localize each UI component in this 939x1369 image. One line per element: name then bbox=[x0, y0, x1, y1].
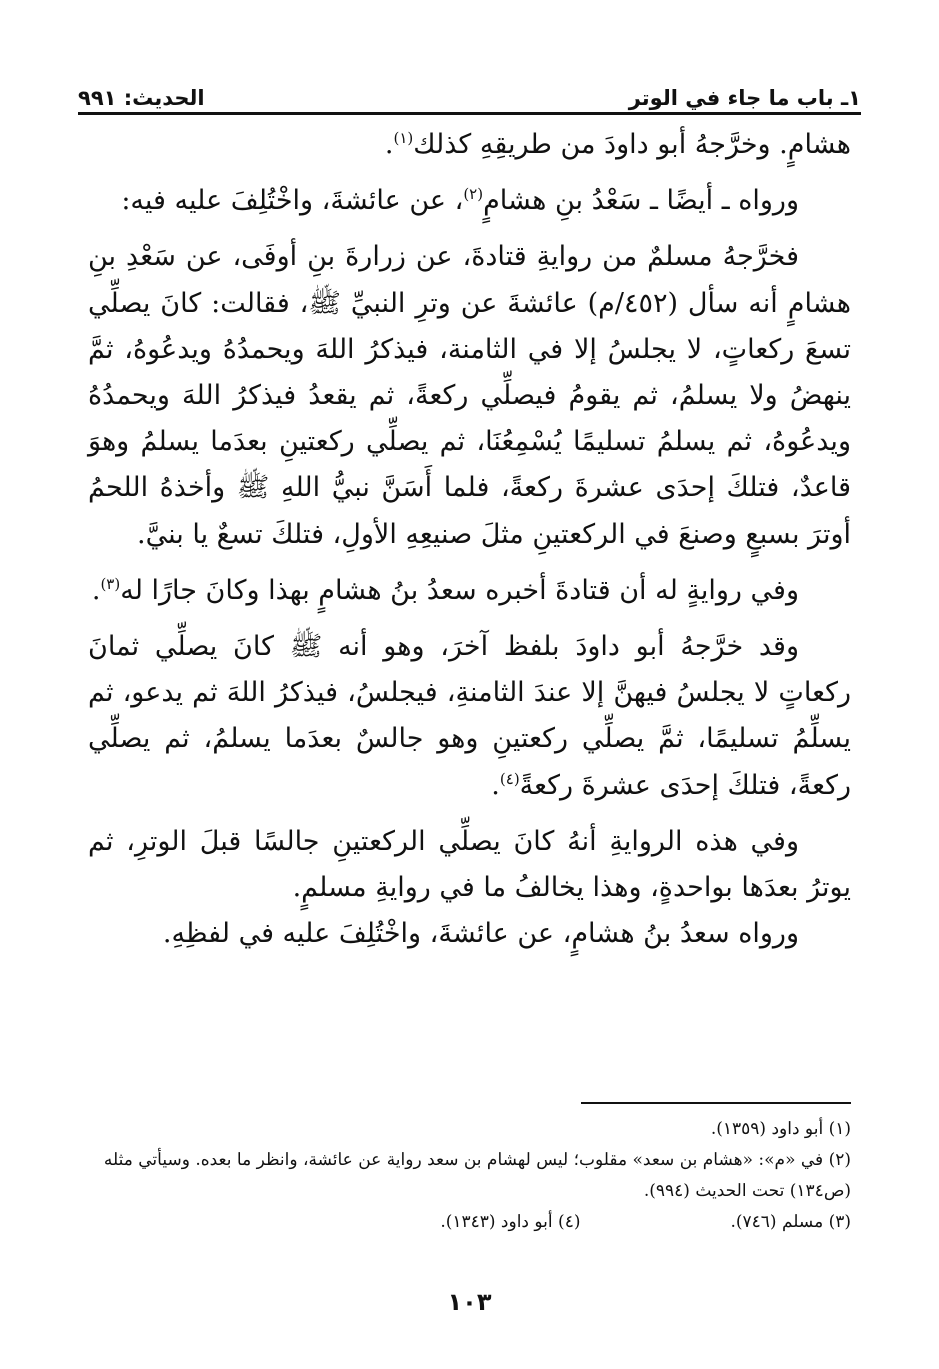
paragraph: ورواه ـ أيضًا ـ سَعْدُ بنِ هشامٍ$^{(٢)}$، عن عائشةَ، واخْتُلِفَ عليه فيه: bbox=[121, 185, 799, 217]
paragraph: وقد خرَّجهُ أبو داودَ بلفظ آخرَ، وهو أنه ﷺ كانَ يصلِّي ثمانَ ركعاتٍ لا يجلسُ فيهنَّ إلا عندَ الثامنةِ، فيجلسُ، فيذكرُ اللهَ ثم يدعو، ثم يسلِّمُ تسليمًا، ثمَّ يصلِّي ركعتينِ وهو جالسٌ بعدَما يسلمُ، ثم يصلِّي ركعةً، فتلكَ إحدَى عشرةَ ركعةً$^{(٤)}$. bbox=[88, 631, 851, 801]
paragraph: وفي روايةٍ له أن قتادةَ أخبره سعدُ بنُ هشامٍ بهذا وكانَ جارًا له$^{(٣)}$. bbox=[91, 574, 799, 606]
paragraph: ورواه سعدُ بنُ هشامٍ، عن عائشةَ، واخْتُلِفَ عليه في لفظِهِ. bbox=[162, 918, 799, 950]
footnote-1: (١) أبو داود (١٣٥٩). bbox=[710, 1119, 851, 1139]
page-number: ١٠٣ bbox=[447, 1288, 492, 1316]
paragraph: فخرَّجهُ مسلمٌ من روايةِ قتادةَ، عن زرارةَ بنِ أوفَى، عن سَعْدِ بنِ هشامٍ أنه سأل (٤٥٢/م) عائشةَ عن وترِ النبيِّ ﷺ، فقالت: كانَ يصلِّي تسعَ ركعاتٍ، لا يجلسُ إلا في الثامنة، فيذكرُ اللهَ ويحمدُهُ ويدعُوهُ، ثمَّ ينهضُ ولا يسلمُ، ثم يقومُ فيصلِّي ركعةً، ثم يقعدُ فيذكرُ اللهَ ويحمدُهُ ويدعُوهُ، ثم يسلمُ تسليمًا يُسْمِعُنَا، ثم يصلِّي ركعتينِ بعدَما يسلمُ وهوَ قاعدٌ، فتلكَ إحدَى عشرةَ ركعةً، فلما أَسَنَّ نبيُّ اللهِ ﷺ وأخذهُ اللحمُ أوترَ بسبعٍ وصنعَ في الركعتينِ مثلَ صنيعِهِ الأولِ، فتلكَ تسعٌ يا بنيَّ. bbox=[88, 241, 851, 550]
hadith-number: الحديث: ٩٩١ bbox=[78, 86, 205, 110]
footnote-ref[interactable]: (١) bbox=[393, 129, 414, 147]
paragraph: وفي هذه الروايةِ أنهُ كانَ يصلِّي الركعتينِ جالسًا قبلَ الوترِ، ثم يوترُ بعدَها بواحدةٍ، وهذا يخالفُ ما في روايةِ مسلمٍ. bbox=[88, 825, 851, 904]
footnote-row bbox=[88, 1207, 851, 1238]
footnote-ref[interactable]: (٤) bbox=[499, 769, 520, 788]
footnote-4: (٤) أبو داود (١٣٤٣). bbox=[440, 1212, 581, 1232]
footnote-2: (٢) في «م»: «هشام بن سعد» مقلوب؛ ليس لهشام بن سعد رواية عن عائشة، وانظر ما بعده. وسيأتي مثله (ص١٣٤) تحت الحديث (٩٩٤). bbox=[103, 1150, 851, 1201]
paragraph: هشامٍ. وخرَّجهُ أبو داودَ من طريقِهِ كذلك$^{(١)}$. bbox=[384, 129, 851, 160]
footnote-separator bbox=[581, 1102, 851, 1104]
chapter-title: ١ـ باب ما جاء في الوتر bbox=[628, 86, 861, 110]
main-text bbox=[88, 122, 851, 957]
running-header bbox=[78, 70, 861, 110]
header-rule bbox=[78, 112, 861, 115]
footnote-3: (٣) مسلم (٧٤٦). bbox=[730, 1212, 851, 1232]
footnote-ref[interactable]: (٣) bbox=[100, 574, 121, 593]
footnotes bbox=[88, 1114, 851, 1238]
footnote-ref[interactable]: (٢) bbox=[463, 185, 484, 204]
